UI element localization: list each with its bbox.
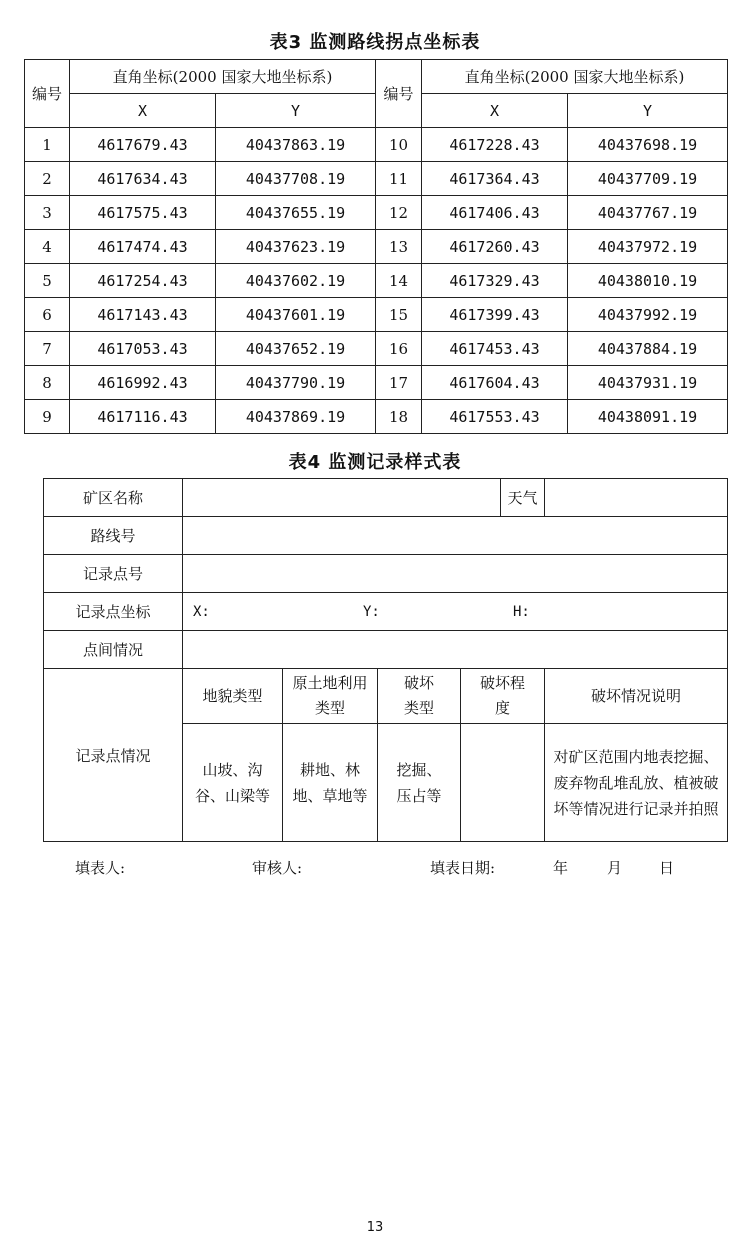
- month-label: 月: [607, 859, 623, 877]
- y-coordinate-cell: 40437992.19: [568, 298, 728, 332]
- table-row: [25, 128, 728, 162]
- point-id-cell: 4: [25, 230, 70, 264]
- point-id-cell: 16: [376, 332, 422, 366]
- y-coordinate-cell: 40437869.19: [216, 400, 376, 434]
- point-no-label: 记录点号: [44, 555, 183, 593]
- x-coordinate-cell: 4617228.43: [422, 128, 568, 162]
- coord-x-label: X:: [193, 603, 210, 620]
- damage-desc-header: 破坏情况说明: [545, 669, 728, 724]
- table-row: [25, 298, 728, 332]
- point-id-cell: 1: [25, 128, 70, 162]
- y-header: Y: [216, 94, 376, 128]
- point-id-cell: 14: [376, 264, 422, 298]
- route-label: 路线号: [44, 517, 183, 555]
- y-coordinate-cell: 40437863.19: [216, 128, 376, 162]
- damage-degree-header: 破坏程度: [461, 669, 545, 724]
- mine-name-label: 矿区名称: [44, 479, 183, 517]
- damage-degree-value[interactable]: [461, 724, 545, 842]
- point-id-cell: 2: [25, 162, 70, 196]
- x-coordinate-cell: 4617453.43: [422, 332, 568, 366]
- point-id-cell: 3: [25, 196, 70, 230]
- landuse-header: 原土地利用类型: [283, 669, 378, 724]
- point-coord-label: 记录点坐标: [44, 593, 183, 631]
- table-row: [25, 332, 728, 366]
- point-id-cell: 8: [25, 366, 70, 400]
- y-coordinate-cell: 40437652.19: [216, 332, 376, 366]
- landform-value: 山坡、沟谷、山梁等: [183, 724, 283, 842]
- table-row: [25, 230, 728, 264]
- reviewer-label: 审核人:: [252, 859, 303, 877]
- y-coordinate-cell: 40437884.19: [568, 332, 728, 366]
- y-coordinate-cell: 40437623.19: [216, 230, 376, 264]
- between-label: 点间情况: [44, 631, 183, 669]
- y-coordinate-cell: 40437709.19: [568, 162, 728, 196]
- route-field[interactable]: [183, 517, 728, 555]
- id-header: 编号: [25, 60, 70, 128]
- x-coordinate-cell: 4617329.43: [422, 264, 568, 298]
- landform-header: 地貌类型: [183, 669, 283, 724]
- x-coordinate-cell: 4617364.43: [422, 162, 568, 196]
- y-coordinate-cell: 40438091.19: [568, 400, 728, 434]
- record-form-table: [43, 478, 728, 842]
- table-row: [25, 400, 728, 434]
- coord-h-label: H:: [513, 603, 530, 620]
- x-coordinate-cell: 4617116.43: [70, 400, 216, 434]
- coord-y-label: Y:: [363, 603, 380, 620]
- table4-title: 表4 监测记录样式表: [288, 452, 462, 473]
- x-coordinate-cell: 4617260.43: [422, 230, 568, 264]
- point-id-cell: 11: [376, 162, 422, 196]
- point-id-cell: 7: [25, 332, 70, 366]
- x-coordinate-cell: 4617399.43: [422, 298, 568, 332]
- point-id-cell: 17: [376, 366, 422, 400]
- page-number: 13: [366, 1220, 384, 1235]
- mine-name-field[interactable]: [183, 479, 501, 517]
- x-coordinate-cell: 4617679.43: [70, 128, 216, 162]
- point-no-field[interactable]: [183, 555, 728, 593]
- table-row: [25, 366, 728, 400]
- y-coordinate-cell: 40437972.19: [568, 230, 728, 264]
- id-header: 编号: [376, 60, 422, 128]
- point-id-cell: 15: [376, 298, 422, 332]
- y-coordinate-cell: 40438010.19: [568, 264, 728, 298]
- x-header: X: [422, 94, 568, 128]
- coord-header: 直角坐标(2000 国家大地坐标系): [422, 60, 728, 94]
- x-coordinate-cell: 4617254.43: [70, 264, 216, 298]
- x-coordinate-cell: 4617575.43: [70, 196, 216, 230]
- damage-desc-value: 对矿区范围内地表挖掘、废弃物乱堆乱放、植被破坏等情况进行记录并拍照: [545, 724, 728, 842]
- y-coordinate-cell: 40437790.19: [216, 366, 376, 400]
- x-coordinate-cell: 4617604.43: [422, 366, 568, 400]
- x-coordinate-cell: 4617053.43: [70, 332, 216, 366]
- point-id-cell: 12: [376, 196, 422, 230]
- year-label: 年: [553, 859, 569, 877]
- y-coordinate-cell: 40437931.19: [568, 366, 728, 400]
- y-header: Y: [568, 94, 728, 128]
- x-coordinate-cell: 4617406.43: [422, 196, 568, 230]
- y-coordinate-cell: 40437601.19: [216, 298, 376, 332]
- point-id-cell: 10: [376, 128, 422, 162]
- point-id-cell: 9: [25, 400, 70, 434]
- y-coordinate-cell: 40437698.19: [568, 128, 728, 162]
- damage-type-header: 破坏类型: [378, 669, 461, 724]
- table-row: [25, 196, 728, 230]
- point-id-cell: 5: [25, 264, 70, 298]
- date-label: 填表日期:: [430, 859, 496, 877]
- point-coord-field[interactable]: [183, 593, 728, 631]
- filler-label: 填表人:: [75, 859, 126, 877]
- x-header: X: [70, 94, 216, 128]
- point-situation-label: 记录点情况: [44, 669, 183, 842]
- coord-header: 直角坐标(2000 国家大地坐标系): [70, 60, 376, 94]
- x-coordinate-cell: 4617143.43: [70, 298, 216, 332]
- point-id-cell: 18: [376, 400, 422, 434]
- x-coordinate-cell: 4616992.43: [70, 366, 216, 400]
- y-coordinate-cell: 40437655.19: [216, 196, 376, 230]
- table-row: [25, 162, 728, 196]
- between-field[interactable]: [183, 631, 728, 669]
- y-coordinate-cell: 40437708.19: [216, 162, 376, 196]
- day-label: 日: [659, 859, 675, 877]
- weather-label: 天气: [501, 479, 545, 517]
- table3-title: 表3 监测路线拐点坐标表: [269, 32, 481, 53]
- weather-field[interactable]: [545, 479, 728, 517]
- point-id-cell: 13: [376, 230, 422, 264]
- table-row: [25, 264, 728, 298]
- point-id-cell: 6: [25, 298, 70, 332]
- damage-type-value: 挖掘、压占等: [378, 724, 461, 842]
- form-footer: [0, 857, 750, 877]
- x-coordinate-cell: 4617553.43: [422, 400, 568, 434]
- x-coordinate-cell: 4617634.43: [70, 162, 216, 196]
- y-coordinate-cell: 40437602.19: [216, 264, 376, 298]
- landuse-value: 耕地、林地、草地等: [283, 724, 378, 842]
- x-coordinate-cell: 4617474.43: [70, 230, 216, 264]
- coordinate-table: [24, 59, 728, 434]
- y-coordinate-cell: 40437767.19: [568, 196, 728, 230]
